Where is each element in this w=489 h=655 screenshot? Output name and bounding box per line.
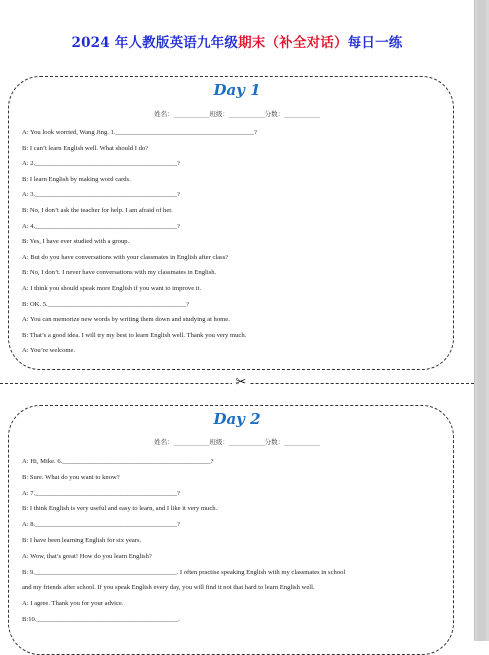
day1-heading: Day 1: [213, 81, 261, 99]
day2-heading: Day 2: [213, 410, 261, 428]
day1-student-info: 姓名：___________班级：___________分数：___________: [154, 110, 320, 118]
dialogue-line: B: OK. 5.__________________________________________?: [22, 300, 190, 308]
dialogue-line: A: 3.___________________________________________?: [22, 191, 180, 199]
dialogue-line: A: But do you have conversations with your classmates in English after class?: [22, 253, 229, 261]
dialogue-line: A: 2.___________________________________________?: [22, 160, 180, 168]
title-part2: 期末（补全对话）: [238, 35, 348, 51]
dialogue-line: B: No, I don’t ask the teacher for help. I am afraid of her.: [22, 207, 173, 214]
dialogue-line: A: I think you should speak more English if you want to improve it.: [22, 285, 202, 292]
dialogue-line: B:10.___________________________________________.: [22, 616, 180, 623]
dialogue-line: A: 8.___________________________________________?: [22, 521, 180, 529]
dialogue-line: A: 7.___________________________________________?: [22, 489, 180, 497]
day2-student-info: 姓名：___________班级：___________分数：___________: [154, 438, 320, 446]
dialogue-line: B: No, I don’t. I never have conversations with my classmates in English.: [22, 269, 217, 277]
dialogue-line: and my friends after school. If you speak English every day, you will find it not that hard to learn English well.: [22, 584, 315, 592]
dialogue-line: A: You look worried, Wang Jing. 1.__________________________________________?: [22, 129, 257, 136]
dialogue-line: B: 9.___________________________________________. I often practise speaking English with my classmates in school: [22, 568, 346, 576]
dialogue-line: B: I can’t learn English well. What should I do?: [22, 144, 149, 152]
dialogue-line: A: Wow, that’s great! How do you learn English?: [22, 552, 152, 560]
dialogue-line: A: I agree. Thank you for your advice.: [22, 600, 124, 608]
dialogue-line: B: I have been learning English for six years.: [22, 537, 142, 544]
dialogue-line: B: That’s a good idea. I will try my best to learn English well. Thank you very much.: [22, 331, 247, 339]
scrollbar-thumb[interactable]: [477, 0, 486, 641]
title-part1: 2024 年人教版英语九年级: [71, 35, 239, 51]
dialogue-line: A: 4.___________________________________________?: [22, 222, 180, 230]
page-title: [0, 31, 474, 51]
dialogue-line: B: I think English is very useful and easy to learn, and I like it very much.: [22, 505, 218, 513]
dialogue-line: B: Sure. What do you want to know?: [22, 473, 120, 481]
dialogue-line: B: I learn English by making word cards.: [22, 175, 131, 183]
title-part3: 每日一练: [347, 35, 403, 51]
dialogue-line: A: You’re welcome.: [22, 347, 76, 355]
scissors-icon: ✂: [232, 375, 250, 391]
dialogue-line: A: Hi, Mike. 6._____________________________________________?: [22, 458, 214, 465]
dialogue-line: A: You can memorize new words by writing them down and studying at home.: [22, 316, 230, 324]
dialogue-line: B: Yes, I have ever studied with a group.: [22, 238, 130, 246]
